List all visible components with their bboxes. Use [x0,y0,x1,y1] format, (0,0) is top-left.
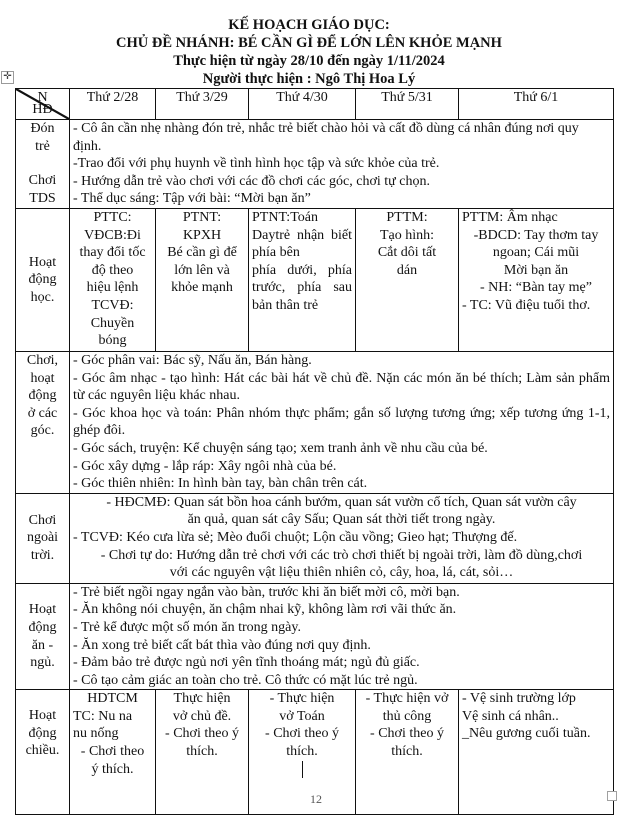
row-label-afternoon: Hoạt động chiều. [16,690,70,815]
row-label-outdoor: Chơi ngoài trời. [16,493,70,583]
row-outdoor [16,493,614,583]
learning-cell-tue: PTNT: KPXH Bé cần gì để lớn lên và khỏe mạnh [156,208,249,351]
day-header: Thứ 6/1 [459,89,614,120]
page-number: 12 [310,792,322,806]
learning-cell-mon: PTTC: VĐCB:Đi thay đổi tốc độ theo hiệu lệnh TCVĐ: Chuyền bóng [70,208,156,351]
teacher-name: Người thực hiện : Ngô Thị Hoa Lý [202,71,416,87]
afternoon-cell-fri: - Vệ sinh trường lớp Vệ sinh cá nhân.. _Nêu gương cuối tuần. [459,690,614,815]
afternoon-cell-wed: - Thực hiện vở Toán - Chơi theo ý thích. [249,690,356,815]
row-meal-sleep [16,583,614,690]
row-label-corners: Chơi, hoạt động ở các góc. [16,351,70,493]
learning-cell-thu: PTTM: Tạo hình: Cắt dôi tất dán [356,208,459,351]
afternoon-cell-tue: Thực hiện vở chủ đề. - Chơi theo ý thích. [156,690,249,815]
afternoon-cell-thu: - Thực hiện vở thủ công - Chơi theo ý thích. [356,690,459,815]
date-range: Thực hiện từ ngày 28/10 đến ngày 1/11/2024 [173,53,445,69]
row-label-morning: Đón trẻ Chơi TDS [16,120,70,209]
day-header: Thứ 3/29 [156,89,249,120]
table-header-row [16,89,614,120]
corner-day-label: N [37,90,48,105]
row-corners [16,351,614,493]
table-move-handle-icon[interactable]: ✛ [1,71,14,84]
table-resize-handle-icon[interactable] [607,791,617,801]
row-label-learning: Hoạt động học. [16,208,70,351]
learning-cell-fri: PTTM: Âm nhạc -BDCD: Tay thơm tay ngoan; Cái mũi Mời bạn ăn - NH: “Bàn tay mẹ” - TC: Vũ điệu tuổi thơ. [459,208,614,351]
corner-activity-label: HĐ [32,102,53,118]
corners-activities: - Góc phân vai: Bác sỹ, Nấu ăn, Bán hàng. - Góc âm nhạc - tạo hình: Hát các bài hát về chủ đề. Nặn các món ăn bé thích; Làm sản phẩm từ các nguyên liệu khác nhau. - Góc khoa học và toán: Phân nhóm thực phẩm; gắn số lượng tương ứng; xếp tương ứng 1-1, ghép đôi. - Góc sách, truyện: Kể chuyện sáng tạo; xem tranh ảnh về nhu cầu của bé. - Góc xây dựng - lắp ráp: Xây ngôi nhà của bé. - Góc thiên nhiên: In hình bàn tay, bàn chân trên cát. [70,351,614,493]
learning-cell-wed: PTNT:Toán Daytrẻ nhận biết phía bên phía dưới, phía trước, phía sau bản thân trẻ [249,208,356,351]
afternoon-cell-mon: HDTCM TC: Nu na nu nống - Chơi theo ý thích. [70,690,156,815]
morning-activities: - Cô ân cần nhẹ nhàng đón trẻ, nhắc trẻ biết chào hỏi và cất đồ dùng cá nhân đúng nơi quy định. -Trao đổi với phụ huynh về tình hình học tập và sức khỏe của trẻ. - Hướng dẫn trẻ vào chơi với các đồ chơi các góc, chơi tự chọn. - Thể dục sáng: Tập với bài: “Mời bạn ăn” [70,120,614,209]
outdoor-activities: - HĐCMĐ: Quan sát bồn hoa cánh bướm, quan sát vườn cổ tích, Quan sát vườn cây ăn quả, quan sát cây Sấu; Quan sát thời tiết trong ngày. - TCVĐ: Kéo cưa lừa sẻ; Mèo đuổi chuột; Lộn cầu vồng; Gieo hạt; Thượng đế. - Chơi tự do: Hướng dẫn trẻ chơi với các trò chơi thiết bị ngoài trời, làm đồ dùng,chơi với các nguyên vật liệu thiên nhiên cỏ, cây, hoa, lá, cát, sỏi… [70,493,614,583]
lesson-plan-table [15,88,614,815]
row-learning [16,208,614,351]
plan-title: KẾ HOẠCH GIÁO DỤC: [228,17,390,33]
text-cursor [302,761,303,778]
row-morning [16,120,614,209]
topic-title: CHỦ ĐỀ NHÁNH: BÉ CẦN GÌ ĐỂ LỚN LÊN KHỎE MẠNH [116,35,502,51]
day-header: Thứ 4/30 [249,89,356,120]
day-header: Thứ 2/28 [70,89,156,120]
row-label-meal-sleep: Hoạt động ăn - ngủ. [16,583,70,690]
corner-cell [16,89,70,120]
meal-sleep-activities: - Trẻ biết ngồi ngay ngắn vào bàn, trước khi ăn biết mời cô, mời bạn. - Ăn không nói chuyện, ăn chậm nhai kỹ, không làm rơi vãi thức ăn. - Trẻ kể được một số món ăn trong ngày. - Ăn xong trẻ biết cất bát thìa vào đúng nơi quy định. - Đảm bảo trẻ được ngủ nơi yên tĩnh thoáng mát; ngủ đủ giấc. - Cô tạo cảm giác an toàn cho trẻ. Cô thức có mặt lúc trẻ ngủ. [70,583,614,690]
day-header: Thứ 5/31 [356,89,459,120]
